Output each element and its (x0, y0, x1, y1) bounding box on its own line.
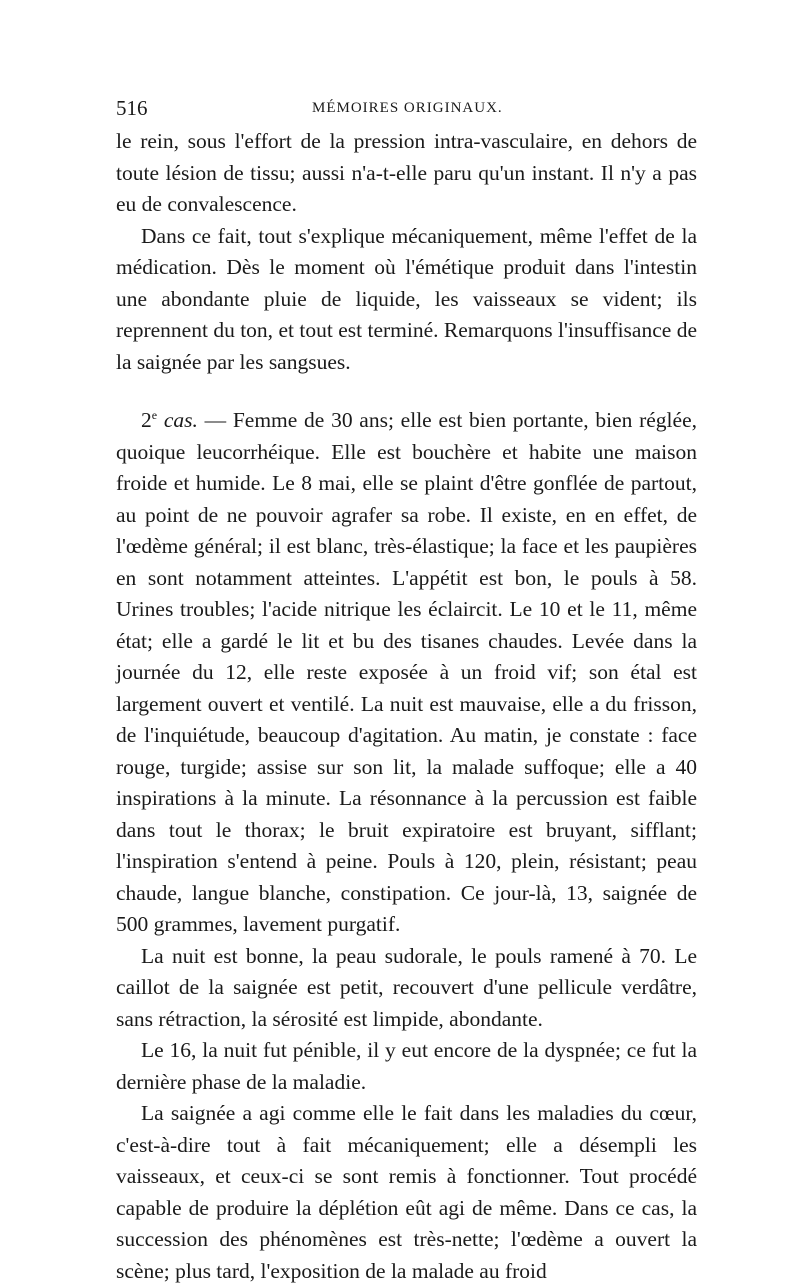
paragraph-continuation: le rein, sous l'effort de la pression intra-vasculaire, en dehors de toute lésion de tissu; aussi n'a-t-elle paru qu'un instant. Il n'y a pas eu de convalescence. (116, 129, 697, 216)
paragraph-night: La nuit est bonne, la peau sudorale, le pouls ramené à 70. Le caillot de la saignée est petit, recouvert d'une pellicule verdâtre, sans rétraction, la sérosité est limpide, abondante. (116, 943, 697, 1031)
running-title: MÉMOIRES ORIGINAUX. (312, 100, 503, 116)
paragraph-conclusion: La saignée a agi comme elle le fait dans les maladies du cœur, c'est-à-dire tout à fait mécaniquement; elle a désempli les vaisseaux, et ceux-ci se sont remis à fonctionner. Tout procédé capable de produire la déplétion eût agi de même. Dans ce cas, la succession des phénomènes est très-nette; l'œdème a ouvert la scène; plus tard, l'exposition de la malade au froid (116, 1101, 697, 1283)
case-dash: — (197, 408, 233, 432)
case-number-superscript: e (151, 407, 158, 422)
case-paragraph (116, 405, 697, 941)
case-label: cas. (163, 408, 198, 432)
book-page (116, 96, 697, 1287)
paragraph-day-16: Le 16, la nuit fut pénible, il y eut encore de la dyspnée; ce fut la dernière phase de la maladie. (116, 1038, 697, 1094)
page-number: 516 (116, 96, 148, 120)
case-number: 2 (141, 408, 152, 432)
page-header (116, 96, 697, 126)
body-text (116, 126, 697, 1287)
case-text: Femme de 30 ans; elle est bien portante, bien réglée, quoique leucorrhéique. Elle est bouchère et habite une maison froide et humide. Le 8 mai, elle se plaint d'être gonflée de partout, au point de ne pouvoir agrafer sa robe. Il existe, en en effet, de l'œdème général; il est blanc, très-élastique; la face et les paupières en sont notamment atteintes. L'appétit est bon, le pouls à 58. Urines troubles; l'acide nitrique les éclaircit. Le 10 et le 11, même état; elle a gardé le lit et bu des tisanes chaudes. Levée dans la journée du 12, elle reste exposée à un froid vif; son étal est largement ouvert et ventilé. La nuit est mauvaise, elle a du frisson, de l'inquiétude, beaucoup d'agitation. Au matin, je constate : face rouge, turgide; assise sur son lit, la malade suffoque; elle a 40 inspirations à la minute. La résonnance à la percussion est faible dans tout le thorax; le bruit expiratoire est bruyant, sifflant; l'inspiration s'entend à peine. Pouls à 120, plein, résistant; peau chaude, langue blanche, constipation. Ce jour-là, 13, saignée de 500 grammes, lavement purgatif. (116, 408, 697, 936)
paragraph-mechanism: Dans ce fait, tout s'explique mécaniquement, même l'effet de la médication. Dès le moment où l'émétique produit dans l'intestin une abondante pluie de liquide, les vaisseaux se vident; ils reprennent du ton, et tout est terminé. Remarquons l'insuffisance de la saignée par les sangsues. (116, 223, 697, 374)
